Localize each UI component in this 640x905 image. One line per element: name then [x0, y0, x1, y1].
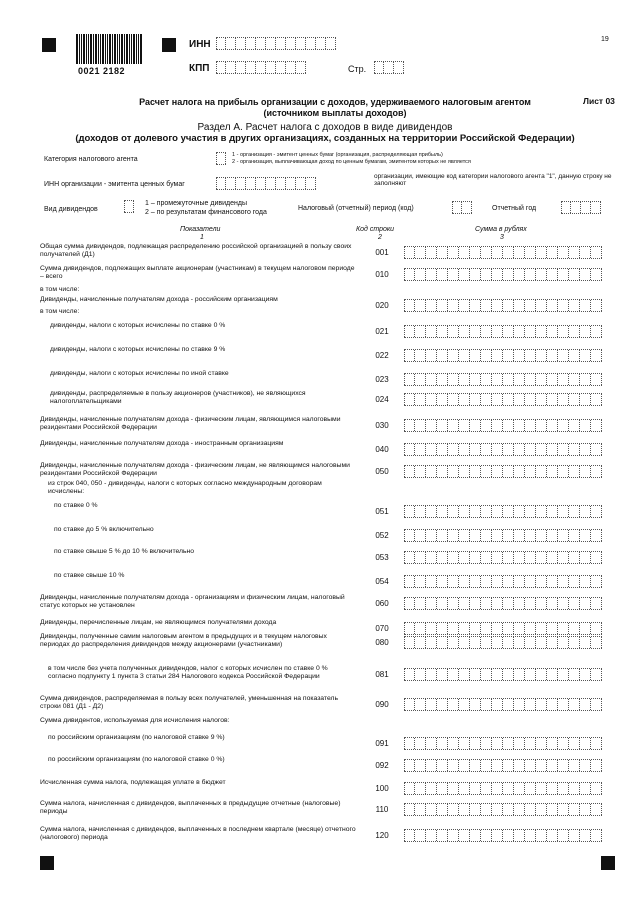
amount-cells[interactable] — [404, 636, 602, 649]
row-text: Сумма налога, начисленная с дивидендов, выплаченных в предыдущие отчетные (налоговые) периоды — [40, 800, 341, 816]
col-indicators-num: 1 — [200, 234, 204, 241]
amount-cells[interactable] — [404, 443, 602, 456]
amount-cells[interactable] — [404, 698, 602, 711]
row-text: Дивиденды, начисленные получателям дохода - российским организациям — [40, 296, 278, 303]
sheet-label: Лист 03 — [583, 96, 615, 106]
row-text: Дивиденды, начисленные получателям дохода - организациям и физическим лицам, налоговый статус которых не установлен — [40, 594, 345, 610]
row-code: 021 — [375, 327, 389, 336]
report-year-label: Отчетный год — [492, 205, 537, 212]
row-text: в том числе без учета полученных дивидендов, налог с которых исчислен по ставке 0 % согласно подпункту 1 пункта 3 статьи 284 Налогового кодекса Российской Федерации — [48, 665, 328, 681]
amount-cells[interactable] — [404, 759, 602, 772]
row-text: Дивиденды, начисленные получателям дохода - физическим лицам, являющимся налоговыми резидентами Российской Федерации — [40, 416, 341, 432]
row-code: 120 — [375, 831, 389, 840]
row-text: дивиденды, налоги с которых исчислены по иной ставке — [50, 370, 229, 377]
row-text: по ставке 0 % — [54, 502, 98, 509]
amount-cells[interactable] — [404, 268, 602, 281]
agent-category-cell[interactable] — [216, 152, 226, 165]
barcode-number: 0021 2182 — [78, 66, 126, 76]
amount-cells[interactable] — [404, 529, 602, 542]
inn-cells[interactable] — [216, 37, 336, 50]
amount-cells[interactable] — [404, 299, 602, 312]
row-code: 090 — [375, 700, 389, 709]
row-text: Сумма налога, начисленная с дивидендов, выплаченных в последнем квартале (месяце) отчетного (налогового) периода — [40, 826, 356, 842]
col-line-code-num: 2 — [378, 234, 382, 241]
sheet-title-line1: Расчет налога на прибыль организации с доходов, удерживаемого налоговым агентом — [139, 97, 531, 107]
amount-cells[interactable] — [404, 782, 602, 795]
dividend-type-label: Вид дивидендов — [44, 206, 98, 213]
dividend-type-opt1: 1 – промежуточные дивиденды — [145, 200, 247, 207]
row-text: Исчисленная сумма налога, подлежащая уплате в бюджет — [40, 779, 226, 786]
row-code: 052 — [375, 531, 389, 540]
amount-cells[interactable] — [404, 349, 602, 362]
row-text: дивиденды, налоги с которых исчислены по ставке 9 % — [50, 346, 226, 353]
row-code: 030 — [375, 421, 389, 430]
row-text: Дивиденды, перечисленные лицам, не являющимся получателями дохода — [40, 619, 277, 626]
row-code: 080 — [375, 638, 389, 647]
dividend-type-opt2: 2 – по результатам финансового года — [145, 209, 267, 216]
amount-cells[interactable] — [404, 622, 602, 635]
section-title-line2: (доходов от долевого участия в других организациях, созданных на территории Российской Федерации) — [75, 133, 575, 144]
inn-label: ИНН — [189, 39, 211, 50]
row-text: по ставке до 5 % включительно — [54, 526, 154, 533]
corner-marker-top-left — [42, 38, 56, 52]
row-code: 053 — [375, 553, 389, 562]
row-code: 022 — [375, 351, 389, 360]
row-code: 092 — [375, 761, 389, 770]
section-title-line1: Раздел А. Расчет налога с доходов в виде дивидендов — [197, 122, 453, 133]
amount-cells[interactable] — [404, 393, 602, 406]
page-cells[interactable] — [374, 61, 404, 74]
col-amount-num: 3 — [500, 234, 504, 241]
row-text: Общая сумма дивидендов, подлежащая распределению российской организацией в пользу своих получателей (Д1) — [40, 243, 352, 259]
col-indicators: Показатели — [180, 226, 221, 233]
amount-cells[interactable] — [404, 575, 602, 588]
row-text: в том числе: — [40, 308, 80, 315]
sheet-title-line2: (источником выплаты доходов) — [263, 108, 407, 118]
row-code: 024 — [375, 395, 389, 404]
row-text: дивиденды, распределяемые в пользу акционеров (участников), не являющихся налогоплательщиками — [50, 390, 306, 406]
page-corner-number: 19 — [601, 36, 609, 43]
row-text: Сумма дивидендов, подлежащих выплате акционерам (участникам) в текущем налоговом периоде – всего — [40, 265, 355, 281]
agent-category-label: Категория налогового агента — [44, 156, 138, 163]
corner-marker-top-mid — [162, 38, 176, 52]
report-year-cells[interactable] — [561, 201, 601, 214]
col-amount: Сумма в рублях — [475, 226, 527, 233]
row-code: 010 — [375, 270, 389, 279]
amount-cells[interactable] — [404, 597, 602, 610]
issuer-inn-cells[interactable] — [216, 177, 316, 190]
agent-category-opt1: 1 - организация - эмитент ценных бумаг (организация, распределяющая прибыль) — [232, 152, 443, 158]
row-code: 091 — [375, 739, 389, 748]
row-text: по российским организациям (по налоговой ставке 0 %) — [48, 756, 225, 763]
barcode — [76, 34, 143, 64]
amount-cells[interactable] — [404, 419, 602, 432]
agent-category-opt2: 2 - организация, выплачивающая доход по ценным бумагам, эмитентом которых не является — [232, 159, 471, 165]
kpp-cells[interactable] — [216, 61, 306, 74]
row-code: 050 — [375, 467, 389, 476]
row-code: 081 — [375, 670, 389, 679]
row-text: из строк 040, 050 - дивиденды, налоги с которых согласно международным договорам исчислены: — [48, 480, 322, 496]
row-code: 023 — [375, 375, 389, 384]
page-label: Стр. — [348, 64, 367, 74]
amount-cells[interactable] — [404, 505, 602, 518]
issuer-note: организации, имеющие код категории налогового агента "1", данную строку не заполняют — [374, 173, 612, 188]
row-code: 001 — [375, 248, 389, 257]
row-text: Дивиденды, полученные самим налоговым агентом в предыдущих и в текущем налоговых периодах до распределения дивидендов между акционерами (участниками) — [40, 633, 327, 649]
row-text: Дивиденды, начисленные получателям дохода - иностранным организациям — [40, 440, 284, 447]
col-line-code: Код строки — [356, 226, 395, 233]
row-code: 054 — [375, 577, 389, 586]
row-code: 060 — [375, 599, 389, 608]
tax-period-label: Налоговый (отчетный) период (код) — [298, 205, 414, 212]
amount-cells[interactable] — [404, 668, 602, 681]
issuer-inn-label: ИНН организации - эмитента ценных бумаг — [44, 181, 185, 188]
row-text: Сумма дивидендов, распределяемая в пользу всех получателей, уменьшенная на показатель строки 081 (Д1 - Д2) — [40, 695, 339, 711]
row-code: 051 — [375, 507, 389, 516]
corner-marker-bottom-right — [601, 856, 615, 870]
amount-cells[interactable] — [404, 737, 602, 750]
kpp-label: КПП — [189, 63, 210, 74]
row-code: 020 — [375, 301, 389, 310]
row-text: по российским организациям (по налоговой ставке 9 %) — [48, 734, 225, 741]
row-text: Дивиденды, начисленные получателям дохода - физическим лицам, не являющимся налоговыми резидентами Российской Федерации — [40, 462, 350, 478]
amount-cells[interactable] — [404, 551, 602, 564]
row-code: 040 — [375, 445, 389, 454]
row-text: в том числе: — [40, 286, 80, 293]
row-text: Сумма дивидентов, используемая для исчисления налогов: — [40, 717, 230, 724]
amount-cells[interactable] — [404, 803, 602, 816]
amount-cells[interactable] — [404, 829, 602, 842]
row-text: дивиденды, налоги с которых исчислены по ставке 0 % — [50, 322, 226, 329]
amount-cells[interactable] — [404, 325, 602, 338]
row-code: 070 — [375, 624, 389, 633]
row-text: по ставке свыше 10 % — [54, 572, 125, 579]
row-text: по ставке свыше 5 % до 10 % включительно — [54, 548, 195, 555]
amount-cells[interactable] — [404, 465, 602, 478]
tax-period-cells[interactable] — [452, 201, 472, 214]
row-code: 100 — [375, 784, 389, 793]
amount-cells[interactable] — [404, 373, 602, 386]
amount-cells[interactable] — [404, 246, 602, 259]
corner-marker-bottom-left — [40, 856, 54, 870]
dividend-type-cell[interactable] — [124, 200, 134, 213]
row-code: 110 — [375, 805, 389, 814]
